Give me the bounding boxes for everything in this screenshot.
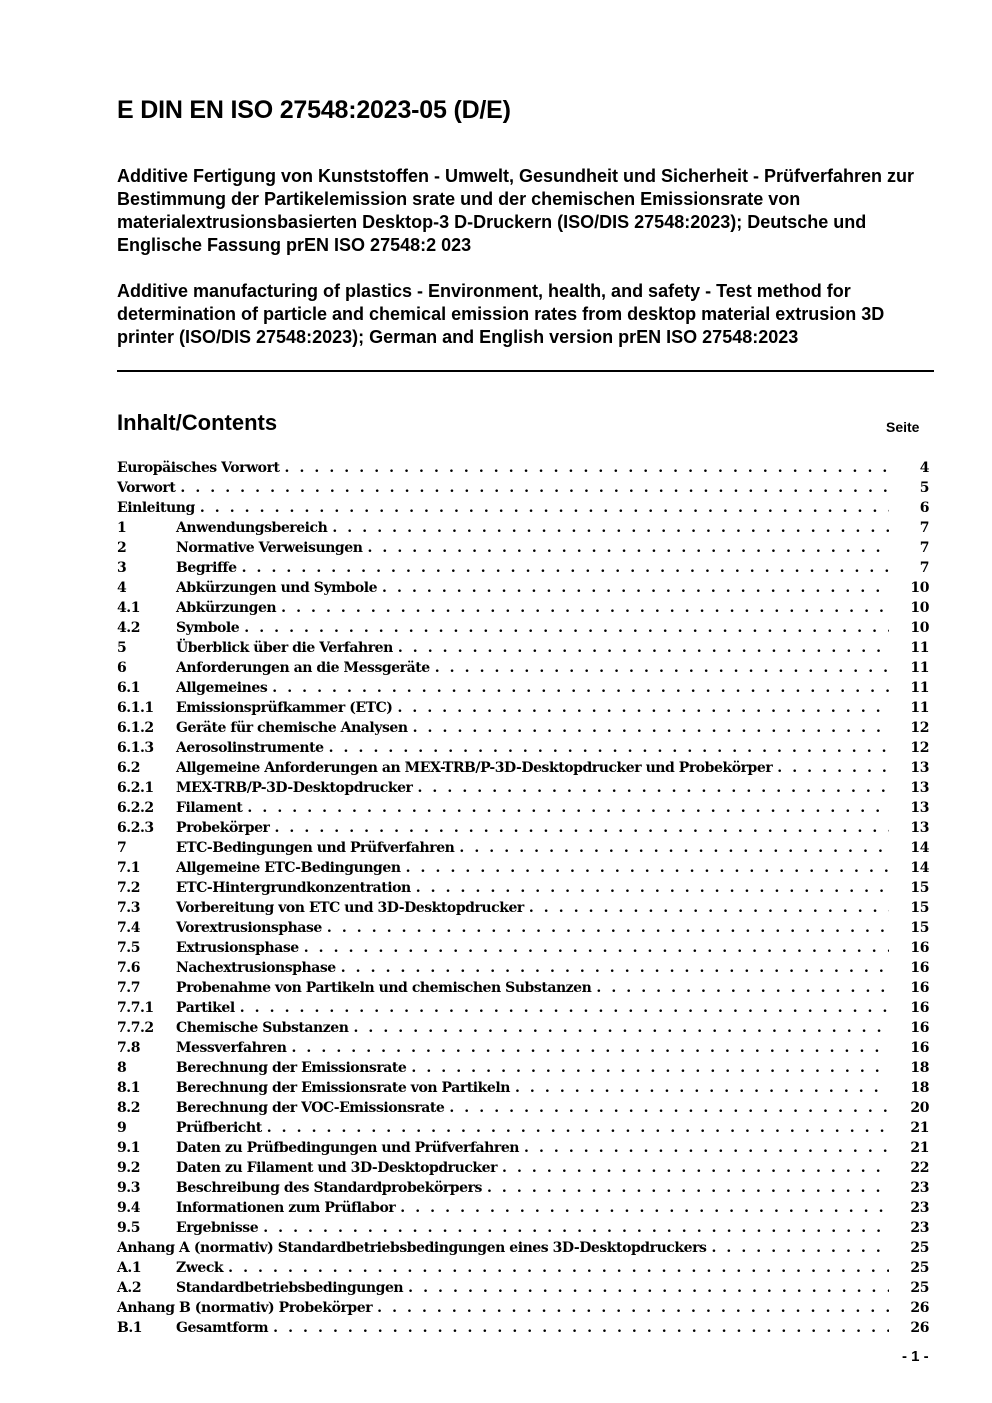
toc-entry[interactable] bbox=[117, 498, 929, 518]
toc-entry[interactable] bbox=[117, 918, 929, 938]
page-number: - 1 - bbox=[902, 1348, 929, 1365]
toc-entry-page: 20 bbox=[910, 1100, 929, 1116]
toc-entry[interactable] bbox=[117, 1238, 929, 1258]
toc-entry-title: Allgemeine ETC-Bedingungen bbox=[176, 860, 401, 876]
toc-entry[interactable] bbox=[117, 1038, 929, 1058]
toc-dot-leader bbox=[706, 1238, 889, 1258]
toc-entry-title: Europäisches Vorwort bbox=[117, 460, 280, 476]
toc-entry-page: 7 bbox=[919, 540, 929, 556]
toc-entry-title: Abkürzungen bbox=[176, 600, 277, 616]
toc-entry[interactable] bbox=[117, 538, 929, 558]
toc-entry-page: 23 bbox=[910, 1200, 929, 1216]
toc-dot-leader bbox=[269, 818, 889, 838]
toc-dot-leader bbox=[454, 838, 889, 858]
toc-entry-title: Aerosolinstrumente bbox=[176, 740, 324, 756]
toc-entry-title: Nachextrusionsphase bbox=[176, 960, 336, 976]
toc-dot-leader bbox=[408, 718, 889, 738]
toc-entry-page: 14 bbox=[910, 840, 929, 856]
toc-entry-page: 7 bbox=[919, 520, 929, 536]
toc-entry-page: 15 bbox=[910, 880, 929, 896]
toc-dot-leader bbox=[510, 1078, 889, 1098]
title-german: Additive Fertigung von Kunststoffen - Umwelt, Gesundheit und Sicherheit - Prüfverfahren zur Bestimmung der Partikelemission srate und der chemischen Emissionsrate von materialextrusionsbasierten Desktop-3 D-Druckern (ISO/DIS 27548:2023); Deutsche und Englische Fassung prEN ISO 27548:2 023 bbox=[117, 166, 915, 255]
toc-entry-page: 11 bbox=[910, 660, 929, 676]
toc-entry-title: Beschreibung des Standardprobekörpers bbox=[176, 1180, 482, 1196]
document-id: E DIN EN ISO 27548:2023-05 (D/E) bbox=[117, 96, 511, 124]
toc-entry-page: 25 bbox=[910, 1280, 929, 1296]
toc-entry-title: Anwendungsbereich bbox=[176, 520, 328, 536]
toc-entry[interactable] bbox=[117, 1078, 929, 1098]
toc-entry-number: 6.2 bbox=[117, 760, 141, 776]
toc-entry-page: 10 bbox=[910, 580, 929, 596]
toc-entry[interactable] bbox=[117, 1318, 929, 1338]
toc-entry-title: MEX-TRB/P-3D-Desktopdrucker bbox=[176, 780, 413, 796]
toc-entry-number: 9.1 bbox=[117, 1140, 141, 1156]
toc-dot-leader bbox=[195, 498, 889, 518]
toc-entry[interactable] bbox=[117, 718, 929, 738]
toc-entry-title: Standardbetriebsbedingungen bbox=[176, 1280, 404, 1296]
toc-dot-leader bbox=[591, 978, 889, 998]
toc-entry-page: 16 bbox=[910, 1000, 929, 1016]
toc-dot-leader bbox=[299, 938, 889, 958]
toc-dot-leader bbox=[242, 798, 889, 818]
toc-entry[interactable] bbox=[117, 1058, 929, 1078]
toc-entry-number: 7.6 bbox=[117, 960, 141, 976]
toc-entry-title: Gesamtform bbox=[176, 1320, 269, 1336]
toc-entry-page: 18 bbox=[910, 1080, 929, 1096]
toc-entry-number: 9.2 bbox=[117, 1160, 141, 1176]
toc-entry-number: 7 bbox=[117, 840, 127, 856]
toc-entry-title: Berechnung der Emissionsrate von Partikeln bbox=[176, 1080, 510, 1096]
toc-entry[interactable] bbox=[117, 1018, 929, 1038]
toc-entry-title: Anhang A (normativ) Standardbetriebsbedingungen eines 3D-Desktopdruckers bbox=[117, 1240, 707, 1256]
toc-entry-number: 9.3 bbox=[117, 1180, 141, 1196]
toc-entry-page: 18 bbox=[910, 1060, 929, 1076]
toc-entry-title: ETC-Bedingungen und Prüfverfahren bbox=[176, 840, 455, 856]
toc-entry-page: 12 bbox=[910, 720, 929, 736]
toc-dot-leader bbox=[327, 518, 889, 538]
toc-entry[interactable] bbox=[117, 1178, 929, 1198]
toc-entry-page: 4 bbox=[919, 460, 929, 476]
toc-dot-leader bbox=[324, 738, 889, 758]
toc-dot-leader bbox=[223, 1258, 889, 1278]
toc-entry[interactable] bbox=[117, 778, 929, 798]
toc-entry-number: 4.1 bbox=[117, 600, 141, 616]
toc-entry[interactable] bbox=[117, 698, 929, 718]
contents-heading: Inhalt/Contents bbox=[117, 410, 278, 435]
toc-dot-leader bbox=[412, 778, 889, 798]
toc-entry-page: 16 bbox=[910, 1020, 929, 1036]
toc-entry-title: Geräte für chemische Analysen bbox=[176, 720, 408, 736]
toc-dot-leader bbox=[348, 1018, 889, 1038]
toc-entry-page: 16 bbox=[910, 1040, 929, 1056]
toc-dot-leader bbox=[401, 858, 889, 878]
toc-entry-title: Daten zu Filament und 3D-Desktopdrucker bbox=[176, 1160, 498, 1176]
toc-entry-page: 13 bbox=[910, 760, 929, 776]
title-english: Additive manufacturing of plastics - Environment, health, and safety - Test method for determination of particle and chemical emission rates from desktop material extrusion 3D printer (ISO/DIS 27548:2023); German and English version prEN ISO 27548:2023 bbox=[117, 281, 885, 347]
toc-entry-title: Abkürzungen und Symbole bbox=[176, 580, 378, 596]
toc-entry-number: 6.1.1 bbox=[117, 700, 154, 716]
toc-entry[interactable] bbox=[117, 818, 929, 838]
toc-entry-number: 8 bbox=[117, 1060, 127, 1076]
toc-entry-number: 9 bbox=[117, 1120, 127, 1136]
toc-entry-title: Informationen zum Prüflabor bbox=[176, 1200, 396, 1216]
toc-dot-leader bbox=[497, 1158, 889, 1178]
toc-entry-number: 6.1.2 bbox=[117, 720, 154, 736]
toc-entry-title: Zweck bbox=[176, 1260, 224, 1276]
toc-entry-title: Prüfbericht bbox=[176, 1120, 262, 1136]
toc-dot-leader bbox=[393, 638, 889, 658]
toc-entry-number: 7.7 bbox=[117, 980, 141, 996]
toc-entry-page: 26 bbox=[910, 1300, 929, 1316]
toc-entry-number: 7.4 bbox=[117, 920, 141, 936]
toc-entry-page: 25 bbox=[910, 1260, 929, 1276]
toc-dot-leader bbox=[286, 1038, 889, 1058]
toc-dot-leader bbox=[482, 1178, 889, 1198]
toc-entry-title: Extrusionsphase bbox=[176, 940, 299, 956]
toc-entry[interactable] bbox=[117, 1198, 929, 1218]
toc-entry-page: 21 bbox=[910, 1140, 929, 1156]
toc-entry[interactable] bbox=[117, 1098, 929, 1118]
toc-entry[interactable] bbox=[117, 878, 929, 898]
toc-entry[interactable] bbox=[117, 758, 929, 778]
title-divider bbox=[117, 370, 934, 372]
toc-entry-page: 23 bbox=[910, 1180, 929, 1196]
toc-entry-number: 6.2.2 bbox=[117, 800, 154, 816]
toc-dot-leader bbox=[395, 1198, 889, 1218]
toc-entry[interactable] bbox=[117, 658, 929, 678]
toc-entry-number: 5 bbox=[117, 640, 127, 656]
toc-dot-leader bbox=[322, 918, 889, 938]
toc-entry-number: 7.2 bbox=[117, 880, 141, 896]
toc-entry-title: Probenahme von Partikeln und chemischen Substanzen bbox=[176, 980, 592, 996]
toc-entry-number: 7.8 bbox=[117, 1040, 141, 1056]
toc-entry[interactable] bbox=[117, 798, 929, 818]
toc-entry-number: 3 bbox=[117, 560, 127, 576]
toc-entry[interactable] bbox=[117, 578, 929, 598]
toc-dot-leader bbox=[524, 898, 889, 918]
toc-entry-title: Berechnung der VOC-Emissionsrate bbox=[176, 1100, 445, 1116]
toc-dot-leader bbox=[280, 458, 889, 478]
toc-dot-leader bbox=[262, 1118, 889, 1138]
toc-dot-leader bbox=[268, 1318, 889, 1338]
toc-entry[interactable] bbox=[117, 558, 929, 578]
toc-entry-title: Allgemeine Anforderungen an MEX-TRB/P-3D-Desktopdrucker und Probekörper bbox=[176, 760, 773, 776]
toc-entry-number: 4 bbox=[117, 580, 127, 596]
toc-entry-title: Emissionsprüfkammer (ETC) bbox=[176, 700, 393, 716]
toc-entry-page: 22 bbox=[910, 1160, 929, 1176]
toc-entry-number: 6.1 bbox=[117, 680, 141, 696]
toc-entry-number: A.1 bbox=[117, 1260, 142, 1276]
toc-entry-title: Anhang B (normativ) Probekörper bbox=[117, 1300, 373, 1316]
toc-entry-number: 6.2.1 bbox=[117, 780, 154, 796]
toc-entry-page: 6 bbox=[919, 500, 929, 516]
toc-dot-leader bbox=[362, 538, 889, 558]
toc-entry-title: Einleitung bbox=[117, 500, 195, 516]
toc-dot-leader bbox=[267, 678, 889, 698]
toc-dot-leader bbox=[392, 698, 889, 718]
toc-entry-page: 23 bbox=[910, 1220, 929, 1236]
toc-dot-leader bbox=[377, 578, 889, 598]
toc-entry-number: B.1 bbox=[117, 1320, 143, 1336]
toc-entry[interactable] bbox=[117, 898, 929, 918]
toc-entry[interactable] bbox=[117, 1138, 929, 1158]
toc-entry-title: Allgemeines bbox=[176, 680, 268, 696]
toc-entry[interactable] bbox=[117, 638, 929, 658]
toc-entry-title: Messverfahren bbox=[176, 1040, 287, 1056]
toc-dot-leader bbox=[237, 558, 889, 578]
toc-dot-leader bbox=[276, 598, 889, 618]
toc-entry-title: Symbole bbox=[176, 620, 240, 636]
toc-entry-page: 11 bbox=[910, 680, 929, 696]
toc-entry-number: 6.1.3 bbox=[117, 740, 154, 756]
toc-entry-page: 16 bbox=[910, 960, 929, 976]
toc-entry[interactable] bbox=[117, 958, 929, 978]
toc-entry-title: Chemische Substanzen bbox=[176, 1020, 349, 1036]
toc-entry-title: Berechnung der Emissionsrate bbox=[176, 1060, 407, 1076]
toc-entry-title: Vorwort bbox=[117, 480, 176, 496]
toc-entry-page: 10 bbox=[910, 600, 929, 616]
toc-entry-page: 12 bbox=[910, 740, 929, 756]
toc-entry[interactable] bbox=[117, 478, 929, 498]
table-of-contents bbox=[117, 458, 929, 1338]
toc-dot-leader bbox=[430, 658, 889, 678]
toc-entry-title: ETC-Hintergrundkonzentration bbox=[176, 880, 411, 896]
toc-entry-title: Daten zu Prüfbedingungen und Prüfverfahren bbox=[176, 1140, 520, 1156]
toc-entry-number: 8.1 bbox=[117, 1080, 141, 1096]
toc-dot-leader bbox=[411, 878, 889, 898]
toc-dot-leader bbox=[444, 1098, 889, 1118]
toc-entry-title: Partikel bbox=[176, 1000, 235, 1016]
toc-entry[interactable] bbox=[117, 838, 929, 858]
toc-entry[interactable] bbox=[117, 1158, 929, 1178]
toc-entry-number: 6 bbox=[117, 660, 127, 676]
toc-entry-page: 13 bbox=[910, 780, 929, 796]
toc-entry-title: Anforderungen an die Messgeräte bbox=[176, 660, 430, 676]
toc-entry[interactable] bbox=[117, 938, 929, 958]
toc-entry[interactable] bbox=[117, 858, 929, 878]
toc-entry-page: 10 bbox=[910, 620, 929, 636]
toc-dot-leader bbox=[519, 1138, 889, 1158]
toc-entry-page: 13 bbox=[910, 820, 929, 836]
toc-entry-number: 9.4 bbox=[117, 1200, 141, 1216]
toc-entry-page: 26 bbox=[910, 1320, 929, 1336]
page-column-label: Seite bbox=[886, 419, 920, 435]
toc-entry-title: Überblick über die Verfahren bbox=[176, 640, 393, 656]
toc-entry[interactable] bbox=[117, 998, 929, 1018]
toc-entry[interactable] bbox=[117, 1298, 929, 1318]
toc-entry[interactable] bbox=[117, 1258, 929, 1278]
toc-dot-leader bbox=[772, 758, 889, 778]
toc-entry-title: Normative Verweisungen bbox=[176, 540, 363, 556]
toc-dot-leader bbox=[175, 478, 889, 498]
toc-entry[interactable] bbox=[117, 738, 929, 758]
toc-dot-leader bbox=[406, 1058, 889, 1078]
toc-entry-title: Filament bbox=[176, 800, 243, 816]
toc-entry[interactable] bbox=[117, 678, 929, 698]
toc-entry[interactable] bbox=[117, 598, 929, 618]
toc-entry[interactable] bbox=[117, 1118, 929, 1138]
toc-dot-leader bbox=[235, 998, 889, 1018]
toc-entry-number: 4.2 bbox=[117, 620, 141, 636]
toc-entry-page: 15 bbox=[910, 900, 929, 916]
toc-dot-leader bbox=[403, 1278, 889, 1298]
toc-entry-title: Begriffe bbox=[176, 560, 237, 576]
toc-entry-page: 14 bbox=[910, 860, 929, 876]
toc-entry-page: 16 bbox=[910, 940, 929, 956]
toc-entry-number: A.2 bbox=[117, 1280, 142, 1296]
toc-dot-leader bbox=[336, 958, 889, 978]
toc-entry-title: Ergebnisse bbox=[176, 1220, 259, 1236]
toc-entry-number: 7.5 bbox=[117, 940, 141, 956]
toc-entry[interactable] bbox=[117, 458, 929, 478]
toc-entry-page: 15 bbox=[910, 920, 929, 936]
toc-entry-page: 5 bbox=[919, 480, 929, 496]
toc-entry-number: 7.1 bbox=[117, 860, 141, 876]
toc-entry-title: Probekörper bbox=[176, 820, 270, 836]
toc-entry-number: 8.2 bbox=[117, 1100, 141, 1116]
toc-entry-number: 2 bbox=[117, 540, 127, 556]
toc-dot-leader bbox=[372, 1298, 889, 1318]
toc-entry-number: 9.5 bbox=[117, 1220, 141, 1236]
toc-entry-number: 6.2.3 bbox=[117, 820, 154, 836]
toc-entry-page: 25 bbox=[910, 1240, 929, 1256]
toc-entry-number: 7.7.1 bbox=[117, 1000, 154, 1016]
toc-entry[interactable] bbox=[117, 518, 929, 538]
toc-dot-leader bbox=[258, 1218, 889, 1238]
toc-entry[interactable] bbox=[117, 978, 929, 998]
toc-dot-leader bbox=[239, 618, 889, 638]
toc-entry-page: 7 bbox=[919, 560, 929, 576]
toc-entry-number: 7.3 bbox=[117, 900, 141, 916]
toc-entry-title: Vorextrusionsphase bbox=[176, 920, 322, 936]
toc-entry-number: 7.7.2 bbox=[117, 1020, 154, 1036]
toc-entry-page: 11 bbox=[910, 640, 929, 656]
toc-entry-number: 1 bbox=[117, 520, 127, 536]
toc-entry[interactable] bbox=[117, 1278, 929, 1298]
toc-entry-page: 11 bbox=[910, 700, 929, 716]
toc-entry[interactable] bbox=[117, 618, 929, 638]
toc-entry-page: 21 bbox=[910, 1120, 929, 1136]
toc-entry[interactable] bbox=[117, 1218, 929, 1238]
toc-entry-title: Vorbereitung von ETC und 3D-Desktopdrucker bbox=[176, 900, 524, 916]
toc-entry-page: 16 bbox=[910, 980, 929, 996]
toc-entry-page: 13 bbox=[910, 800, 929, 816]
